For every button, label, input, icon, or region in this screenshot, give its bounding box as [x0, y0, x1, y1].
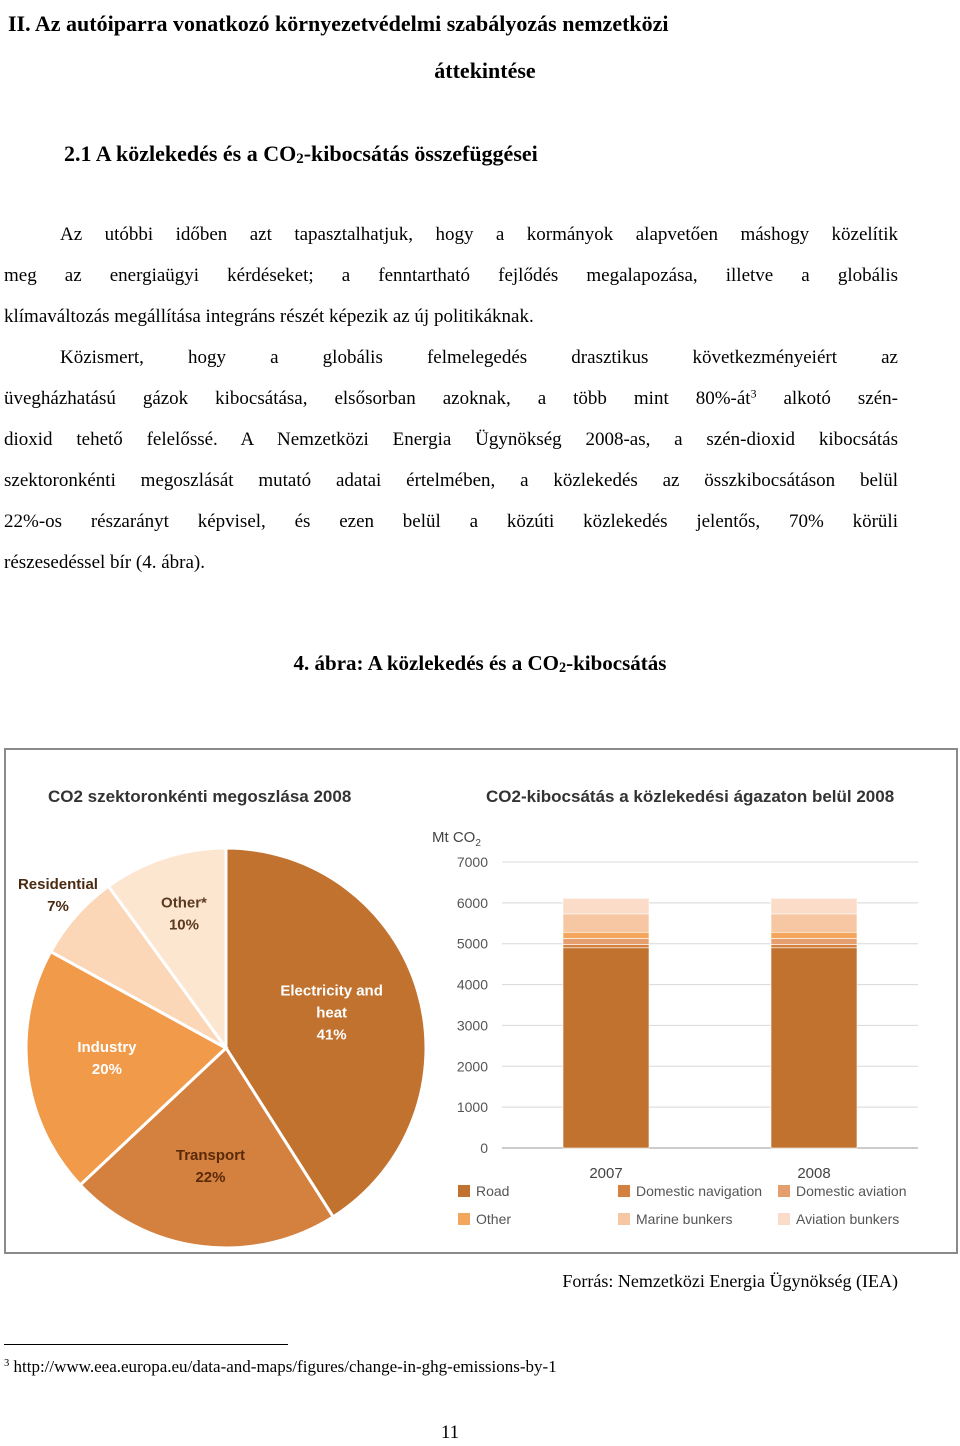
paragraph-2-line: 22%-os részarányt képvisel, és ezen belül a közúti közlekedés jelentős, 70% körüli	[4, 511, 898, 532]
figure-source: Forrás: Nemzetközi Energia Ügynökség (IEA)	[562, 1271, 898, 1291]
y-axis-label-sub: 2	[475, 838, 481, 849]
figure-caption-post: -kibocsátás	[566, 651, 667, 675]
legend-swatch	[778, 1213, 790, 1225]
paragraph-2	[4, 337, 898, 583]
legend-swatch	[458, 1213, 470, 1225]
paragraph-1-line: klímaváltozás megállítása integráns részét képezik az új politikáknak.	[4, 306, 534, 327]
legend-swatch	[618, 1213, 630, 1225]
section-heading	[8, 0, 952, 94]
footnote-number: 3	[4, 1358, 10, 1370]
pie-slice-value-label: 7%	[47, 897, 69, 915]
pie-chart	[18, 848, 426, 1248]
legend-label: Aviation bunkers	[796, 1211, 900, 1227]
bar-segment	[771, 948, 857, 1148]
paragraph-1	[4, 214, 898, 337]
legend-swatch	[618, 1185, 630, 1197]
y-tick-label: 6000	[456, 894, 488, 911]
legend-label: Domestic navigation	[636, 1183, 763, 1199]
paragraph-1-line: Az utóbbi időben azt tapasztalhatjuk, hogy a kormányok alapvetően máshogy közelítik	[60, 224, 898, 245]
paragraph-2-line2-post: alkotó szén-	[756, 388, 898, 409]
bar-chart-title: CO2-kibocsátás a közlekedési ágazaton belül 2008	[486, 787, 895, 806]
y-tick-label: 2000	[456, 1058, 488, 1075]
legend-swatch	[778, 1185, 790, 1197]
section-heading-line1: II. Az autóiparra vonatkozó környezetvédelmi szabályozás nemzetközi	[8, 11, 669, 36]
x-tick-label: 2007	[589, 1165, 623, 1182]
footnote-ref[interactable]: 3	[750, 387, 757, 401]
subsection-heading	[64, 136, 538, 177]
bar-segment	[771, 932, 857, 938]
subsection-heading-sub: 2	[296, 151, 304, 168]
y-axis-label: Mt $CO_2$	[432, 829, 481, 849]
section-heading-line2: áttekintése	[434, 58, 536, 83]
paragraph-2-line-with-footnote	[4, 378, 898, 419]
paragraph-1-line: meg az energiaügyi kérdéseket; a fenntartható fejlődés megalapozása, illetve a globális	[4, 265, 898, 286]
y-tick-label: 5000	[456, 935, 488, 952]
pie-slice-label: Other*	[161, 894, 207, 912]
x-tick-label: 2008	[797, 1165, 831, 1182]
pie-slice-label: Industry	[77, 1039, 137, 1057]
paragraph-2-line2-pre: üvegházhatású gázok kibocsátása, elsősorban azoknak, a több mint 80%-át	[4, 388, 751, 409]
legend-label: Other	[476, 1211, 512, 1227]
bar-segment	[563, 945, 649, 948]
bar-segment	[771, 914, 857, 932]
pie-slice-value-label: 10%	[168, 916, 199, 934]
subsection-heading-post: -kibocsátás összefüggései	[303, 141, 538, 166]
pie-slice-value-label: 20%	[91, 1061, 122, 1079]
bar-segment	[563, 932, 649, 938]
bar-segment	[771, 945, 857, 948]
paragraph-2-line: Közismert, hogy a globális felmelegedés drasztikus következményeiért az	[60, 347, 898, 368]
paragraph-2-line: dioxid tehető felelőssé. A Nemzetközi Energia Ügynökség 2008-as, a szén-dioxid kibocsátás	[4, 429, 898, 450]
bar-segment	[563, 938, 649, 944]
pie-slice-label: Residential	[17, 875, 98, 893]
page-number: 11	[440, 1422, 460, 1443]
legend-label: Road	[476, 1183, 510, 1199]
y-tick-label: 1000	[456, 1099, 488, 1116]
figure-frame	[4, 748, 958, 1254]
pie-slice-label: Electricity and	[280, 982, 383, 1000]
bar-segment	[563, 898, 649, 914]
legend-label: Domestic aviation	[796, 1183, 907, 1199]
subsection-heading-pre: 2.1 A közlekedés és a CO	[64, 141, 297, 166]
y-tick-label: 4000	[456, 976, 488, 993]
pie-slice-label: Transport	[175, 1147, 246, 1165]
bar-segment	[563, 914, 649, 932]
figure-caption	[0, 646, 960, 685]
pie-chart-title: CO2 szektoronkénti megoszlása 2008	[48, 787, 352, 806]
bar-segment	[771, 898, 857, 914]
bar-segment	[771, 938, 857, 944]
y-tick-label: 0	[480, 1140, 488, 1156]
figure-caption-sub: 2	[558, 660, 567, 677]
paragraph-2-line: részesedéssel bír (4. ábra).	[4, 552, 205, 573]
figure-chart	[6, 750, 956, 1252]
paragraph-2-line: szektoronkénti megoszlását mutató adatai értelmében, a közlekedés az összkibocsátáson belül	[4, 470, 898, 491]
legend-swatch	[458, 1185, 470, 1197]
footnote	[4, 1354, 557, 1380]
legend-label: Marine bunkers	[636, 1211, 733, 1227]
footnote-separator	[4, 1344, 288, 1345]
bar-chart	[432, 829, 918, 1227]
y-tick-label: 3000	[456, 1017, 488, 1034]
pie-slice-value-label: 41%	[316, 1026, 347, 1044]
bar-segment	[563, 948, 649, 1148]
y-tick-label: 7000	[456, 854, 488, 870]
footnote-url[interactable]: http://www.eea.europa.eu/data-and-maps/figures/change-in-ghg-emissions-by-1	[9, 1357, 557, 1376]
pie-slice-value-label: 22%	[195, 1169, 226, 1187]
pie-slice-label: heat	[316, 1004, 348, 1022]
figure-caption-pre: 4. ábra: A közlekedés és a CO	[293, 651, 559, 675]
